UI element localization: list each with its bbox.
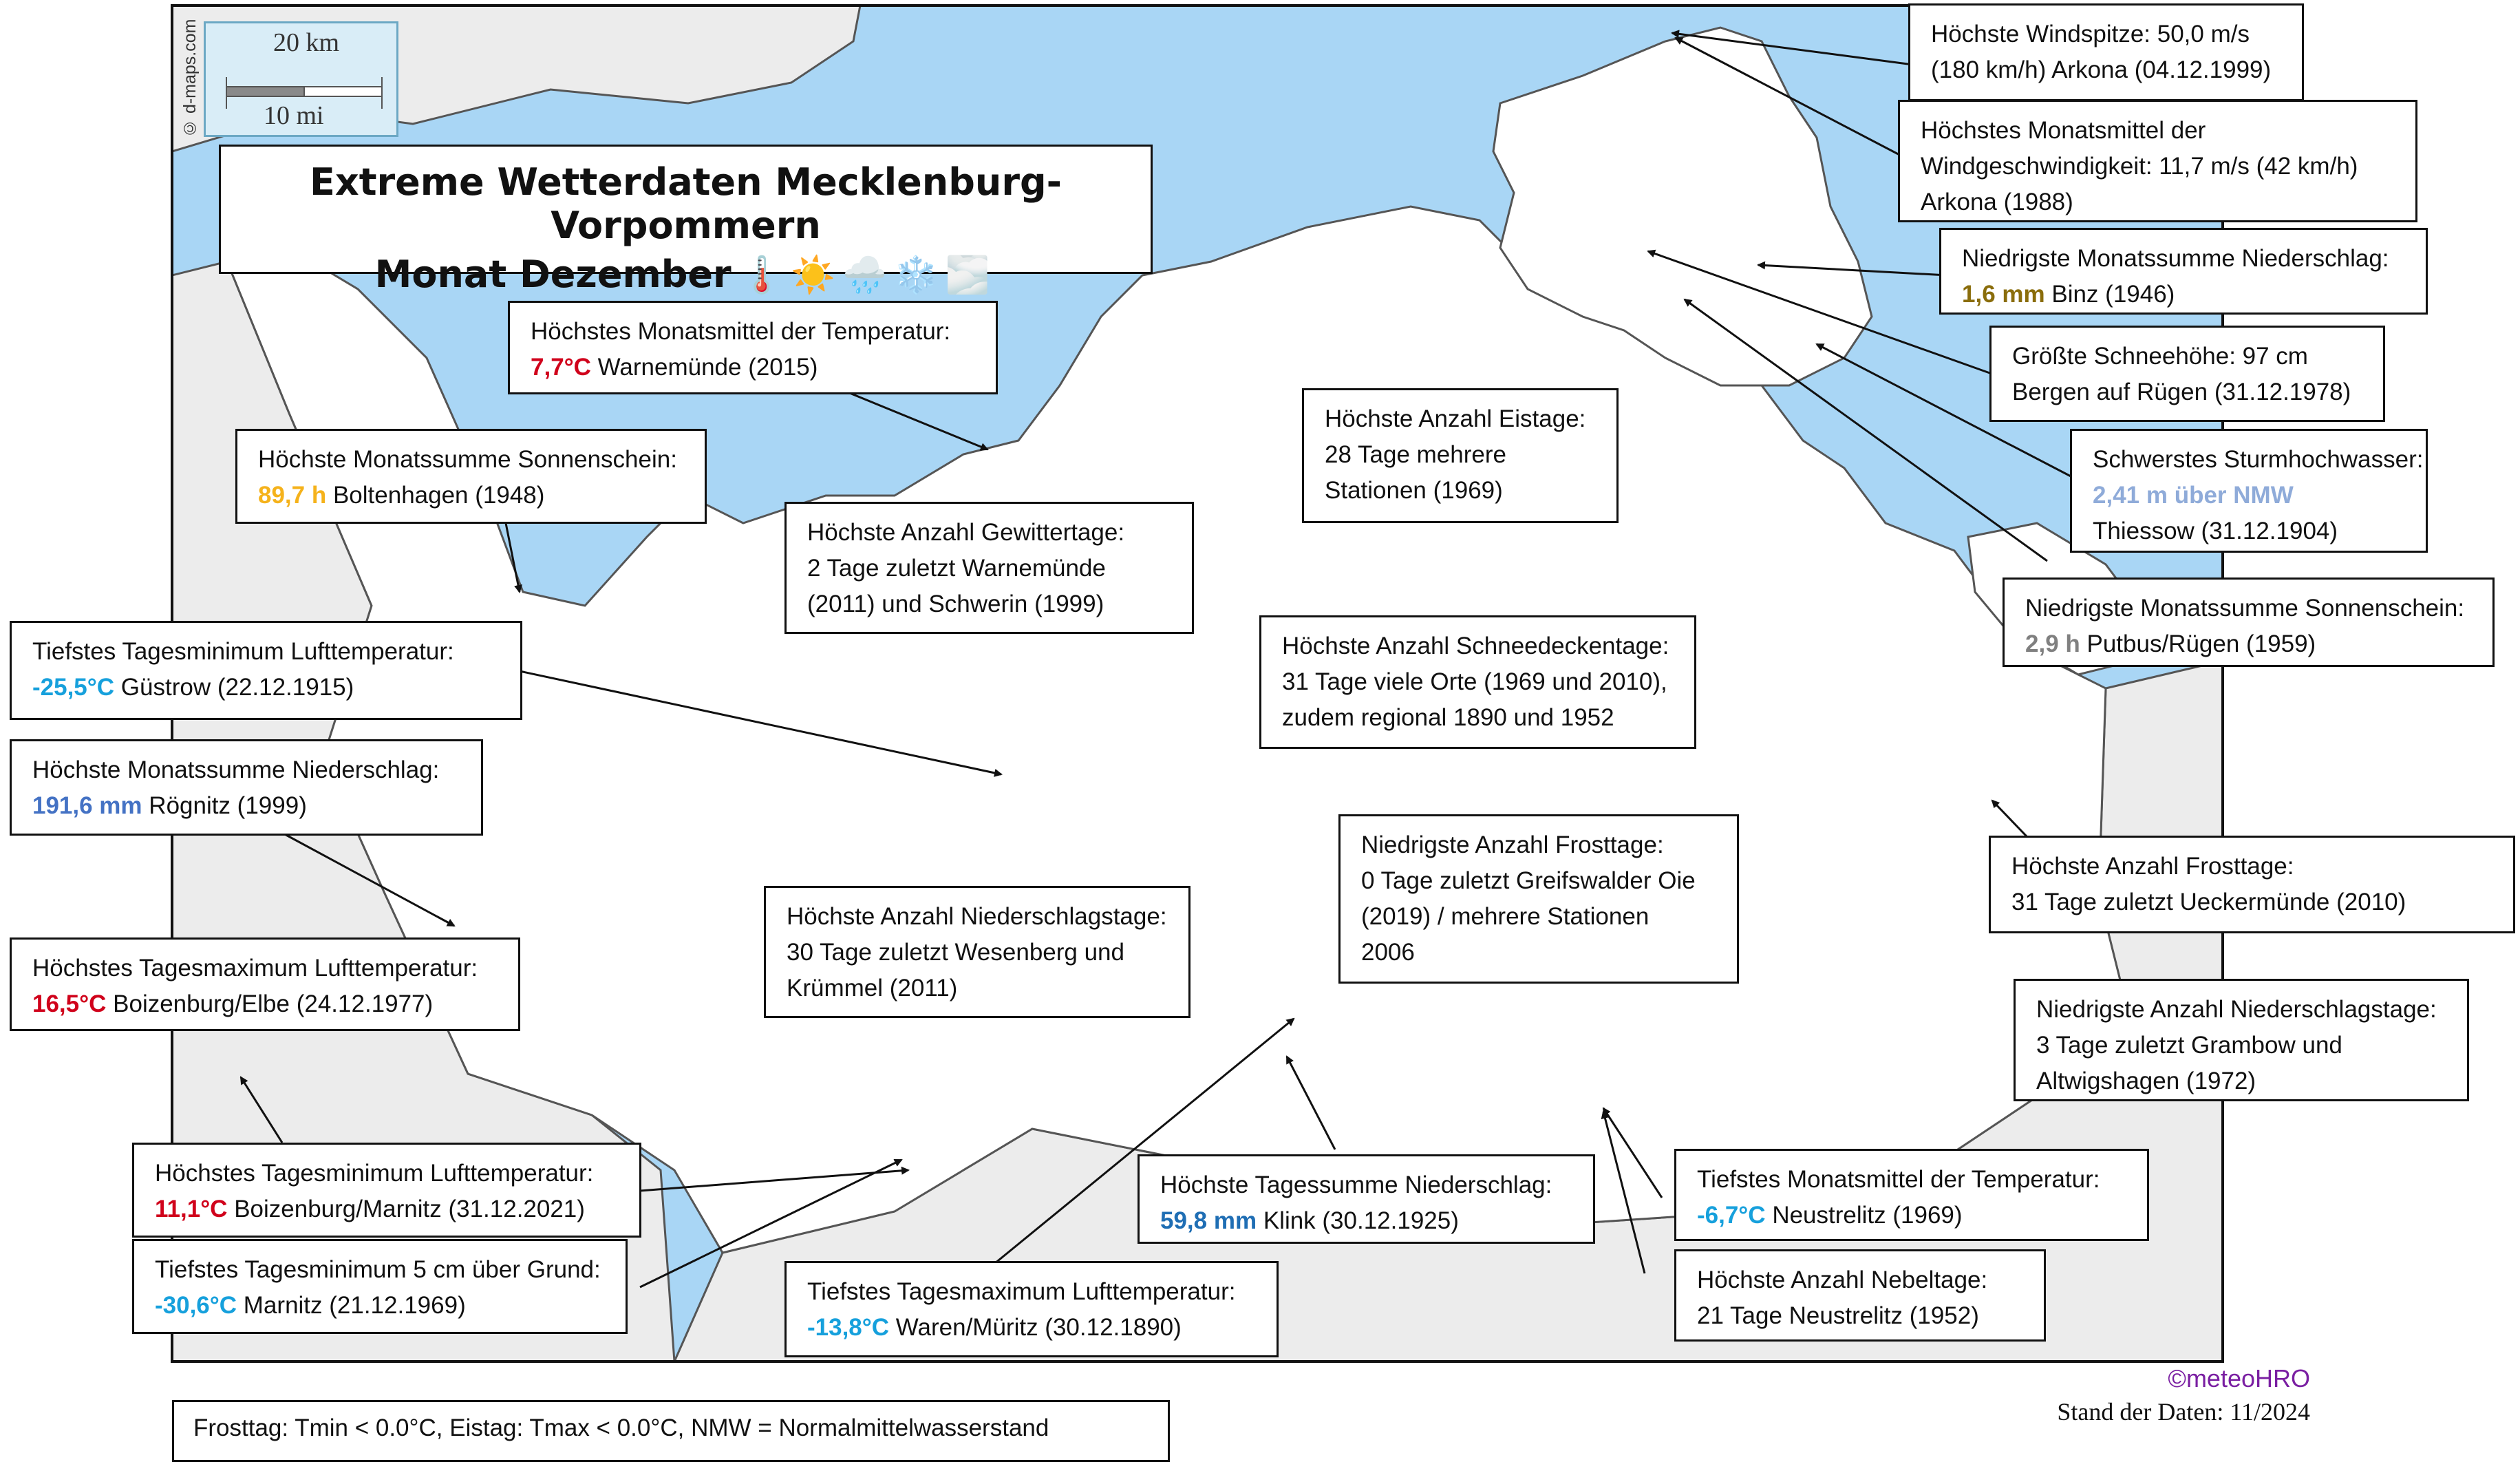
annotation-line bbox=[1962, 277, 2405, 312]
credit-label: ©meteoHRO bbox=[2168, 1364, 2310, 1392]
annotation-text: Höchste Windspitze: 50,0 m/s bbox=[1931, 21, 2250, 47]
annotation-text: Binz (1946) bbox=[2044, 281, 2175, 308]
map-title bbox=[219, 145, 1153, 296]
annotation-line bbox=[787, 899, 1168, 935]
annotation-line bbox=[1697, 1198, 2126, 1233]
annotation-text: Höchste Monatssumme Niederschlag: bbox=[32, 756, 440, 783]
annotation-line bbox=[155, 1191, 619, 1227]
annotation-line bbox=[2093, 442, 2424, 478]
annotation-line bbox=[1697, 1298, 2023, 1334]
annotation-precip-min bbox=[1939, 228, 2428, 315]
annotation-text: Klink (30.12.1925) bbox=[1257, 1207, 1459, 1234]
annotation-line bbox=[32, 951, 498, 986]
annotation-line bbox=[2012, 374, 2362, 410]
annotation-text: Höchstes Monatsmittel der bbox=[1921, 117, 2206, 144]
annotation-line bbox=[2012, 339, 2362, 374]
annotation-text: 31 Tage viele Orte (1969 und 2010), bbox=[1282, 668, 1667, 695]
scale-bar bbox=[204, 21, 398, 137]
annotation-value: 16,5°C bbox=[32, 990, 107, 1017]
annotation-line bbox=[258, 442, 684, 478]
annotation-line bbox=[2036, 992, 2446, 1028]
annotation-text: Boizenburg/Elbe (24.12.1977) bbox=[106, 990, 434, 1017]
annotation-text: 2 Tage zuletzt Warnemünde bbox=[807, 555, 1106, 582]
annotation-text: Höchstes Tagesmaximum Lufttemperatur: bbox=[32, 955, 478, 982]
annotation-text: Niedrigste Monatssumme Niederschlag: bbox=[1962, 245, 2389, 272]
annotation-text: Höchstes Tagesminimum Lufttemperatur: bbox=[155, 1160, 594, 1187]
annotation-tmin-max bbox=[132, 1143, 641, 1238]
annotation-line bbox=[32, 788, 460, 824]
annotation-precip-days-min bbox=[2014, 979, 2469, 1101]
annotation-text: Güstrow (22.12.1915) bbox=[114, 674, 354, 701]
annotation-text: 0 Tage zuletzt Greifswalder Oie bbox=[1361, 867, 1696, 894]
annotation-line bbox=[155, 1288, 605, 1324]
annotation-text: Tiefstes Tagesminimum 5 cm über Grund: bbox=[155, 1256, 601, 1283]
annotation-text: Höchste Anzahl Nebeltage: bbox=[1697, 1267, 1988, 1293]
annotation-text: Niedrigste Anzahl Frosttage: bbox=[1361, 831, 1664, 858]
annotation-frost-days-min bbox=[1338, 814, 1739, 984]
annotation-precip-daily-max bbox=[1138, 1154, 1595, 1244]
annotation-line bbox=[1361, 899, 1716, 935]
annotation-value: 191,6 mm bbox=[32, 792, 142, 819]
scale-mi-label: 10 mi bbox=[264, 101, 324, 130]
annotation-value: -30,6°C bbox=[155, 1292, 237, 1319]
annotation-value: -25,5°C bbox=[32, 674, 115, 701]
annotation-line bbox=[807, 586, 1171, 622]
annotation-line bbox=[2093, 478, 2405, 513]
annotation-text: Höchste Anzahl Niederschlagstage: bbox=[787, 903, 1167, 930]
annotation-text: Höchste Anzahl Frosttage: bbox=[2011, 853, 2294, 880]
annotation-text: Tiefstes Tagesminimum Lufttemperatur: bbox=[32, 638, 454, 665]
annotation-line bbox=[258, 478, 684, 513]
annotation-snow-depth bbox=[1989, 326, 2385, 422]
annotation-text: (2019) / mehrere Stationen bbox=[1361, 903, 1649, 930]
annotation-text: Thiessow (31.12.1904) bbox=[2093, 518, 2338, 544]
annotation-line bbox=[1931, 52, 2281, 88]
annotation-line bbox=[1282, 700, 1674, 736]
annotation-line bbox=[1325, 473, 1596, 509]
annotation-line bbox=[1921, 113, 2395, 149]
annotation-line bbox=[1962, 241, 2405, 277]
annotation-line bbox=[531, 350, 975, 385]
title-line-1: Extreme Wetterdaten Mecklenburg-Vorpommern bbox=[309, 160, 1063, 247]
annotation-text: Höchste Anzahl Gewittertage: bbox=[807, 519, 1125, 546]
annotation-line bbox=[1282, 664, 1674, 700]
annotation-value: 2,41 m über NMW bbox=[2093, 482, 2294, 509]
annotation-line bbox=[531, 314, 975, 350]
annotation-text: (180 km/h) Arkona (04.12.1999) bbox=[1931, 56, 2272, 83]
annotation-text: Putbus/Rügen (1959) bbox=[2080, 630, 2316, 657]
annotation-line bbox=[155, 1252, 605, 1288]
annotation-line bbox=[1921, 184, 2395, 220]
annotation-line bbox=[807, 1310, 1256, 1346]
annotation-text: 31 Tage zuletzt Ueckermünde (2010) bbox=[2011, 889, 2406, 915]
annotation-text: 3 Tage zuletzt Grambow und bbox=[2036, 1032, 2342, 1059]
annotation-line bbox=[2025, 626, 2472, 662]
annotation-line bbox=[2025, 591, 2472, 626]
annotation-line bbox=[807, 551, 1171, 586]
annotation-line bbox=[2036, 1028, 2446, 1063]
copyright-label: © d-maps.com bbox=[180, 19, 200, 138]
annotation-wind bbox=[1908, 3, 2304, 101]
annotation-text: Marnitz (21.12.1969) bbox=[237, 1292, 466, 1319]
annotation-line bbox=[1921, 149, 2395, 184]
annotation-line bbox=[1361, 935, 1716, 971]
annotation-text: 28 Tage mehrere bbox=[1325, 441, 1506, 468]
annotation-value: 2,9 h bbox=[2025, 630, 2080, 657]
annotation-line bbox=[787, 935, 1168, 971]
annotation-text: Höchste Anzahl Schneedeckentage: bbox=[1282, 633, 1669, 659]
annotation-line bbox=[1697, 1262, 2023, 1298]
title-month: Monat Dezember bbox=[374, 253, 732, 296]
data-date-label: Stand der Daten: 11/2024 bbox=[2057, 1398, 2310, 1426]
annotation-line bbox=[1361, 863, 1716, 899]
annotation-line bbox=[2093, 513, 2405, 549]
annotation-sun-min bbox=[2003, 577, 2495, 667]
annotation-sun-max bbox=[235, 429, 707, 524]
annotation-line bbox=[787, 971, 1168, 1006]
annotation-line bbox=[1160, 1203, 1572, 1239]
annotation-frost-days-max bbox=[1989, 836, 2515, 933]
annotation-line bbox=[1361, 827, 1716, 863]
annotation-text: 21 Tage Neustrelitz (1952) bbox=[1697, 1302, 1979, 1329]
annotation-line bbox=[32, 752, 460, 788]
annotation-text: (2011) und Schwerin (1999) bbox=[807, 591, 1104, 617]
annotation-ice-days bbox=[1302, 388, 1619, 523]
scale-km-label: 20 km bbox=[273, 28, 340, 57]
annotation-line bbox=[1325, 401, 1596, 437]
annotation-text: Niedrigste Anzahl Niederschlagstage: bbox=[2036, 996, 2437, 1023]
annotation-fog-days bbox=[1674, 1249, 2046, 1342]
annotation-text: Höchste Tagessumme Niederschlag: bbox=[1160, 1172, 1552, 1198]
annotation-text: Bergen auf Rügen (31.12.1978) bbox=[2012, 379, 2351, 405]
annotation-line bbox=[32, 634, 500, 670]
annotation-line bbox=[1325, 437, 1596, 473]
annotation-tmin-5cm bbox=[132, 1239, 628, 1334]
annotation-line bbox=[1697, 1162, 2126, 1198]
annotation-text: Stationen (1969) bbox=[1325, 477, 1503, 504]
annotation-snow-cover-days bbox=[1259, 615, 1696, 749]
annotation-line bbox=[2011, 849, 2492, 884]
annotation-line bbox=[1931, 17, 2281, 52]
annotation-precip-max bbox=[10, 739, 483, 836]
annotation-text: Neustrelitz (1969) bbox=[1765, 1202, 1963, 1229]
annotation-text: Boizenburg/Marnitz (31.12.2021) bbox=[227, 1196, 585, 1222]
annotation-text: Höchstes Monatsmittel der Temperatur: bbox=[531, 318, 951, 345]
annotation-text: Größte Schneehöhe: 97 cm bbox=[2012, 343, 2308, 370]
annotation-text: Arkona (1988) bbox=[1921, 189, 2073, 215]
annotation-tmin-min bbox=[10, 621, 522, 720]
annotation-text: Boltenhagen (1948) bbox=[326, 482, 545, 509]
annotation-value: 89,7 h bbox=[258, 482, 327, 509]
annotation-line bbox=[807, 1274, 1256, 1310]
annotation-line bbox=[2036, 1063, 2446, 1099]
annotation-value: 59,8 mm bbox=[1160, 1207, 1257, 1234]
annotation-value: -6,7°C bbox=[1697, 1202, 1766, 1229]
annotation-value: 11,1°C bbox=[155, 1196, 228, 1222]
annotation-line bbox=[1282, 628, 1674, 664]
annotation-text: Tiefstes Monatsmittel der Temperatur: bbox=[1697, 1166, 2100, 1193]
annotation-value: 7,7°C bbox=[531, 354, 591, 381]
weather-icons: 🌡️☀️🌧️❄️🌫️ bbox=[739, 255, 997, 296]
annotation-wind-mean bbox=[1898, 100, 2417, 222]
annotation-text: Schwerstes Sturmhochwasser: bbox=[2093, 446, 2424, 473]
annotation-text: zudem regional 1890 und 1952 bbox=[1282, 704, 1614, 731]
annotation-line bbox=[32, 670, 500, 706]
annotation-text: Tiefstes Tagesmaximum Lufttemperatur: bbox=[807, 1278, 1236, 1305]
annotation-line bbox=[155, 1156, 619, 1191]
annotation-text: 2006 bbox=[1361, 939, 1415, 966]
annotation-text: Altwigshagen (1972) bbox=[2036, 1068, 2256, 1094]
annotation-value: 1,6 mm bbox=[1962, 281, 2045, 308]
annotation-value: -13,8°C bbox=[807, 1314, 890, 1341]
annotation-line bbox=[807, 515, 1171, 551]
annotation-text: Krümmel (2011) bbox=[787, 975, 958, 1002]
annotation-line bbox=[32, 986, 498, 1022]
legend-box: Frosttag: Tmin < 0.0°C, Eistag: Tmax < 0.0°C, NMW = Normalmittelwasserstand bbox=[172, 1400, 1170, 1462]
annotation-tmax-max bbox=[10, 937, 520, 1031]
annotation-temp-mean-min bbox=[1674, 1149, 2149, 1241]
annotation-text: 30 Tage zuletzt Wesenberg und bbox=[787, 939, 1124, 966]
annotation-text: Niedrigste Monatssumme Sonnenschein: bbox=[2025, 595, 2465, 622]
annotation-text: Windgeschwindigkeit: 11,7 m/s (42 km/h) bbox=[1921, 153, 2358, 180]
annotation-text: Höchste Monatssumme Sonnenschein: bbox=[258, 446, 677, 473]
annotation-line bbox=[1160, 1167, 1572, 1203]
annotation-storm-surge bbox=[2070, 429, 2428, 553]
annotation-text: Höchste Anzahl Eistage: bbox=[1325, 405, 1586, 432]
annotation-line bbox=[2011, 884, 2492, 920]
title-line-2 bbox=[221, 253, 1151, 296]
annotation-tmax-min bbox=[784, 1261, 1279, 1357]
annotation-thunder-days bbox=[784, 502, 1194, 634]
annotation-text: Warnemünde (2015) bbox=[590, 354, 818, 381]
annotation-precip-days-max bbox=[764, 886, 1190, 1018]
annotation-text: Waren/Müritz (30.12.1890) bbox=[889, 1314, 1182, 1341]
annotation-text: Rögnitz (1999) bbox=[142, 792, 307, 819]
annotation-temp-mean-max bbox=[508, 301, 998, 394]
